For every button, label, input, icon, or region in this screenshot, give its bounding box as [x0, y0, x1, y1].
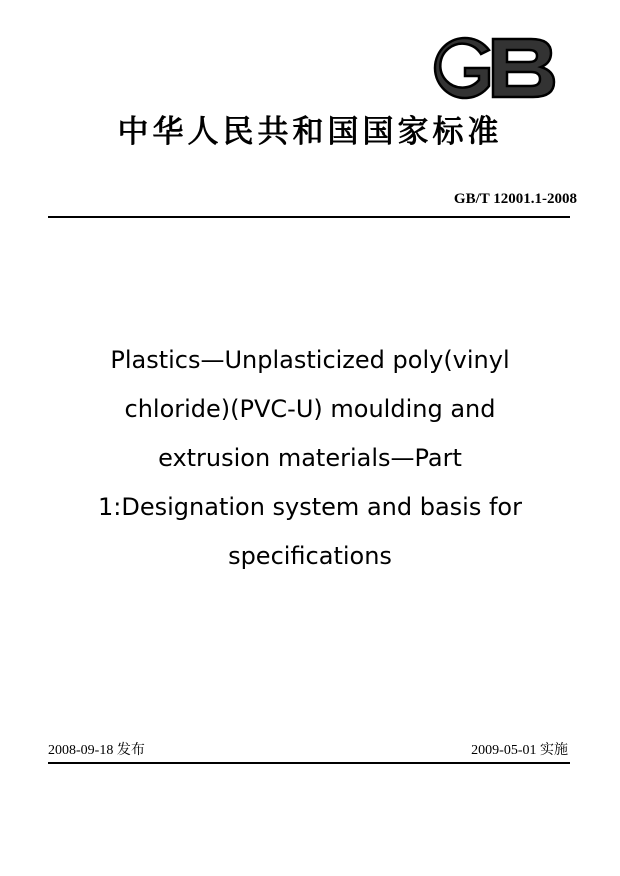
title-line: specifications: [228, 542, 392, 570]
country-standard-title: 中华人民共和国国家标准: [117, 114, 503, 150]
implementation-date-block: [471, 742, 568, 760]
title-line: 1:Designation system and basis for: [98, 493, 522, 521]
bottom-divider: [48, 762, 570, 764]
standard-code: GB/T 12001.1-2008: [453, 191, 577, 207]
title-line: extrusion materials—Part: [158, 444, 462, 472]
issue-date-block: [48, 742, 145, 760]
issue-date: 2008-09-18: [48, 743, 114, 758]
top-divider: [48, 216, 570, 218]
title-line: Plastics—Unplasticized poly(vinyl: [110, 346, 510, 374]
gb-logo-icon: [427, 36, 557, 100]
issue-label: 发布: [116, 743, 145, 758]
document-title: [60, 336, 560, 581]
implementation-label: 实施: [540, 743, 568, 758]
title-line: chloride)(PVC-U) moulding and: [124, 395, 496, 423]
implementation-date: 2009-05-01: [471, 743, 537, 758]
